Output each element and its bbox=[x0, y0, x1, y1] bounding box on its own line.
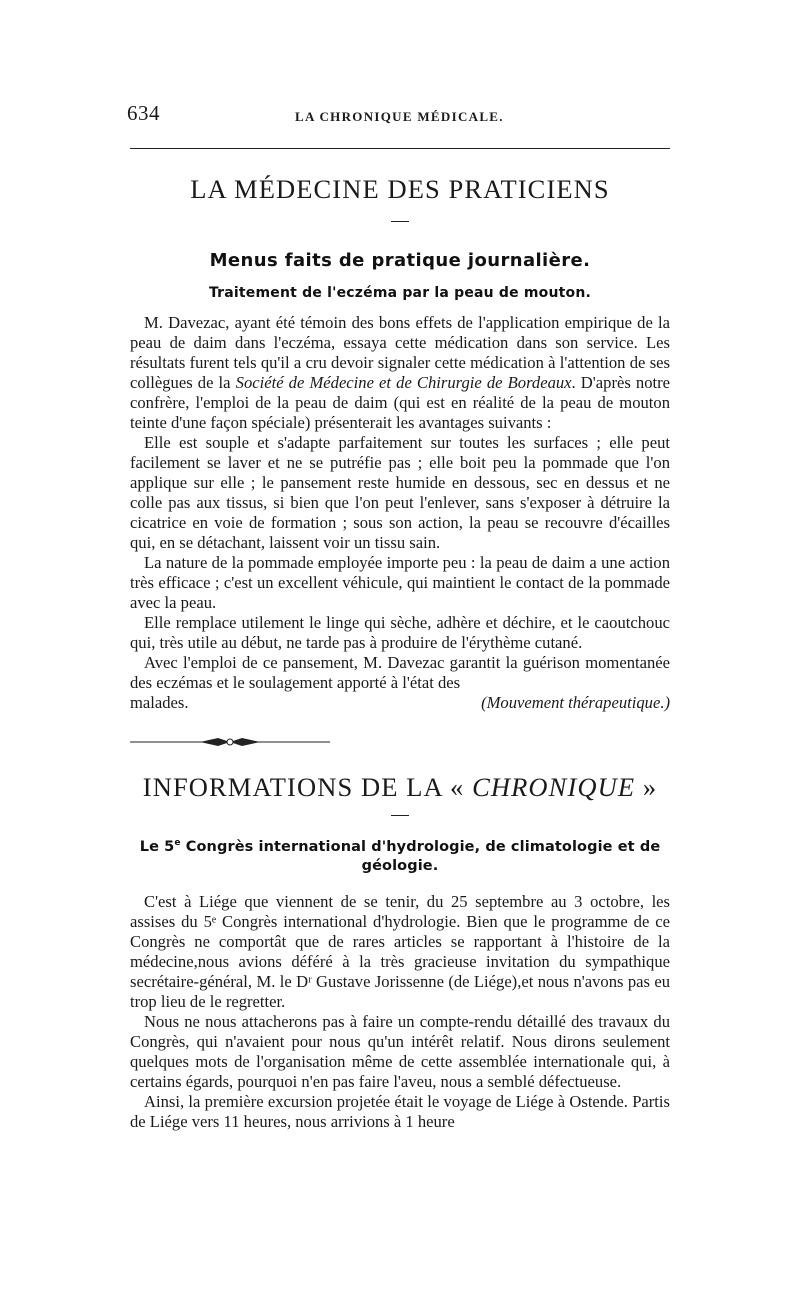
paragraph: M. Davezac, ayant été témoin des bons effets de l'application empirique de la peau de daim dans l'eczéma, essaya cette médication dans son service. Les résultats furent tels qu'il a cru devoir signaler cette médication à l'attention de ses collègues de la Société de Médecine et de Chirurgie de Bordeaux. D'après notre confrère, l'emploi de la peau de daim (qui est en réalité de la peau de mouton teinte d'une façon spéciale) présenterait les avantages suivants : bbox=[130, 313, 671, 432]
paragraph: C'est à Liége que viennent de se tenir, du 25 septembre au 3 octobre, les assises du 5ᵉ Congrès international d'hydrologie. Bien que le programme de ce Congrès ne comportât que de rares articles se rapportant à l'histoire de la médecine,nous avions déféré à la très gracieuse invitation du sympathique secrétaire-général, M. le Dʳ Gustave Jorissenne (de Liége),et nous n'avons pas eu trop lieu de le regretter. bbox=[130, 891, 670, 1011]
paragraph: La nature de la pommade employée importe peu : la peau de daim a une action très efficace ; c'est un excellent véhicule, qui maintient le contact de la pommade avec la peau. bbox=[130, 553, 670, 612]
ornamental-divider bbox=[130, 735, 330, 749]
section-subtitle: Menus faits de pratique journalière. bbox=[209, 250, 591, 271]
paragraph-end: malades. bbox=[130, 693, 189, 712]
society-name: Société de Médecine et de Chirurgie de Bordeaux bbox=[235, 373, 572, 392]
article-body bbox=[130, 892, 670, 1132]
page-number: 634 bbox=[127, 101, 160, 125]
paragraph: Nous ne nous attacherons pas à faire un compte-rendu détaillé des travaux du Congrès, qui n'avaient pour nous qu'un intérêt relatif. Nous dirons seulement quelques mots de l'organisation même de cette assemblée internationale qui, à certains égards, pourquoi n'en pas faire l'aveu, nous a semblé défectueuse. bbox=[130, 1011, 670, 1091]
paragraph: Elle est souple et s'adapte parfaitement sur toutes les surfaces ; elle peut facilement se laver et ne se putréfie pas ; elle boit peu la pommade que l'on applique sur elle ; le pansement reste humide en dessous, sec en dessus et ne colle pas aux tissus, si bien que l'on peut l'enlever, sans s'exposer à détruire la cicatrice en voie de formation ; sous son action, la peau se recouvre d'écailles qui, en se détachant, laissent voir un tissu sain. bbox=[130, 433, 670, 552]
article-body bbox=[130, 313, 670, 713]
paragraph: Ainsi, la première excursion projetée était le voyage de Liége à Ostende. Partis de Liége vers 11 heures, nous arrivions à 1 heure bbox=[130, 1091, 670, 1131]
title-rule bbox=[391, 221, 409, 222]
attribution-line bbox=[130, 693, 670, 713]
paragraph: Elle remplace utilement le linge qui sèche, adhère et déchire, et le caoutchouc qui, très utile au début, ne tarde pas à produire de l'érythème cutané. bbox=[130, 613, 670, 652]
article-title: Traitement de l'eczéma par la peau de mouton. bbox=[208, 285, 592, 301]
article-title: Le 5e Congrès international d'hydrologie, de climatologie et de géologie. bbox=[139, 838, 661, 874]
running-head bbox=[127, 96, 670, 126]
paragraph: Avec l'emploi de ce pansement, M. Davezac garantit la guérison momentanée des eczémas et le soulagement apporté à l'état des bbox=[130, 653, 670, 692]
header-rule bbox=[130, 148, 670, 149]
page bbox=[127, 96, 671, 1132]
section-title-informations: INFORMATIONS DE LA « CHRONIQUE » bbox=[142, 772, 658, 802]
section-title-medecine: LA MÉDECINE DES PRATICIENS bbox=[190, 174, 610, 204]
attribution: (Mouvement thérapeutique.) bbox=[481, 693, 670, 712]
running-title: LA CHRONIQUE MÉDICALE. bbox=[295, 109, 504, 124]
title-rule bbox=[391, 815, 409, 816]
